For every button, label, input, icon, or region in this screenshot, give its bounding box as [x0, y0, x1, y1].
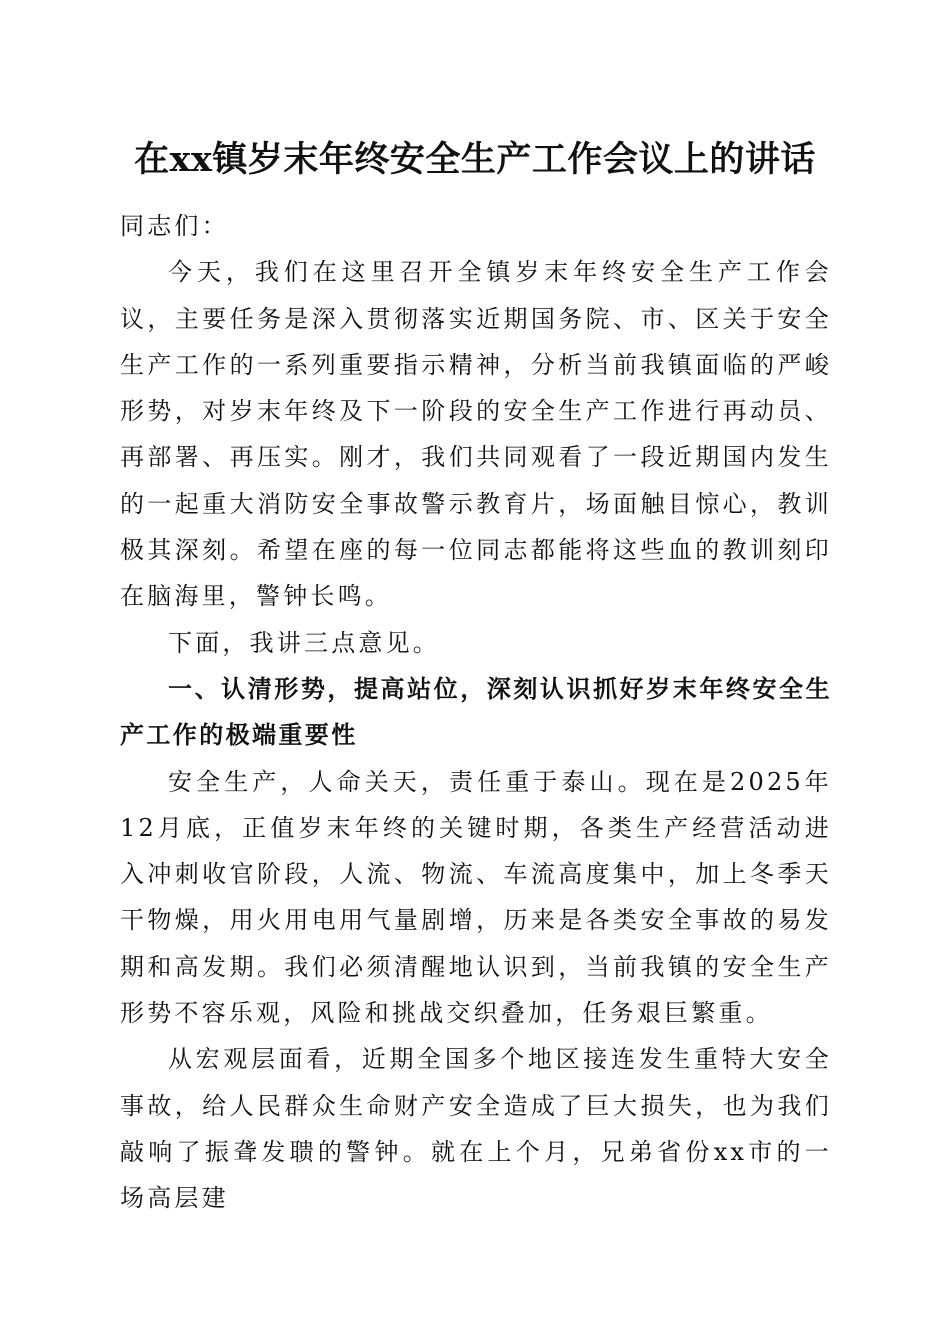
section-heading: 一、认清形势，提高站位，深刻认识抓好岁末年终安全生产工作的极端重要性: [120, 674, 832, 750]
paragraph: 今天，我们在这里召开全镇岁末年终安全生产工作会议，主要任务是深入贯彻落实近期国务院、市、区关于安全生产工作的一系列重要指示精神，分析当前我镇面临的严峻形势，对岁末年终及下一阶段的安全生产工作进行再动员、再部署、再压实。刚才，我们共同观看了一段近期国内发生的一起重大消防安全事故警示教育片，场面触目惊心，教训极其深刻。希望在座的每一位同志都能将这些血的教训刻印在脑海里，警钟长鸣。: [120, 258, 832, 611]
document-title: 在xx镇岁末年终安全生产工作会议上的讲话: [134, 139, 816, 180]
document-body: [120, 203, 832, 1222]
paragraph: 安全生产，人命关天，责任重于泰山。现在是2025年12月底，正值岁末年终的关键时期，各类生产经营活动进入冲刺收官阶段，人流、物流、车流高度集中，加上冬季天干物燥，用火用电用气量剧增，历来是各类安全事故的易发期和高发期。我们必须清醒地认识到，当前我镇的安全生产形势不容乐观，风险和挑战交织叠加，任务艰巨繁重。: [120, 767, 832, 1028]
salutation: 同志们：: [120, 212, 229, 240]
paragraph: 下面，我讲三点意见。: [168, 628, 440, 657]
paragraph: 从宏观层面看，近期全国多个地区接连发生重特大安全事故，给人民群众生命财产安全造成了巨大损失，也为我们敲响了振聋发聩的警钟。就在上个月，兄弟省份xx市的一场高层建: [120, 1045, 832, 1213]
